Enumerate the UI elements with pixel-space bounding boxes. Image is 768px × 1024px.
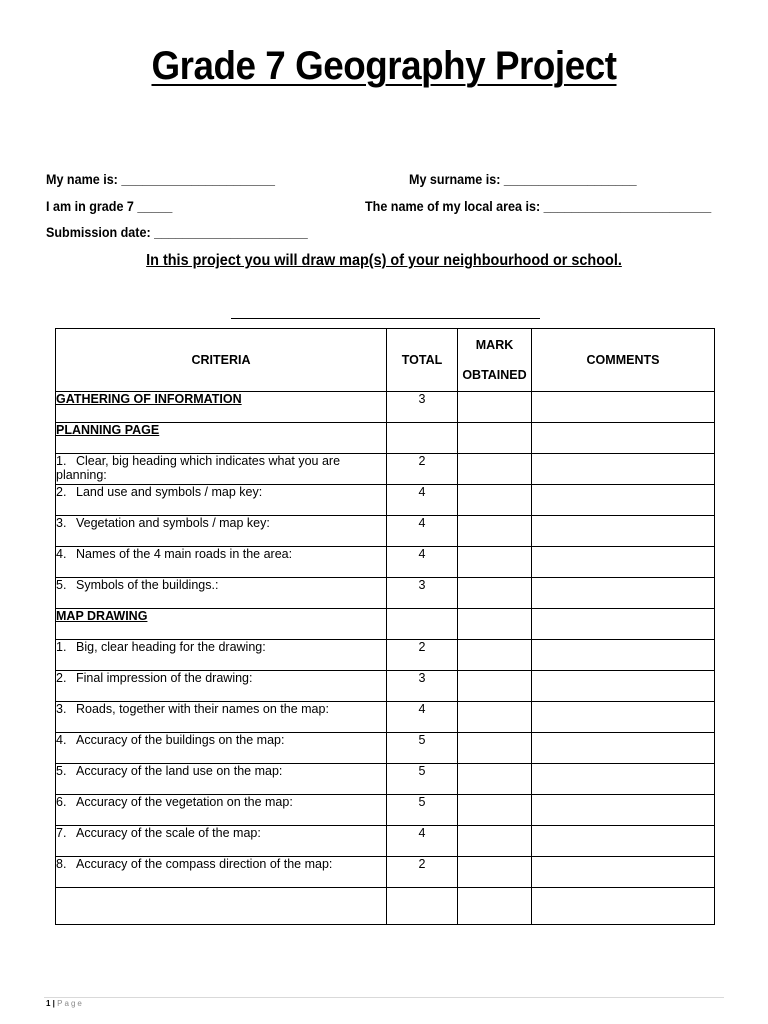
- item-number: 5.: [56, 578, 67, 592]
- table-row: [56, 857, 715, 888]
- comments-cell[interactable]: [532, 640, 715, 671]
- comments-cell[interactable]: [532, 764, 715, 795]
- submission-date-field[interactable]: Submission date: ______________________: [46, 225, 308, 240]
- total-cell: 2: [387, 454, 458, 485]
- mark-obtained-cell[interactable]: [458, 764, 532, 795]
- total-cell: 5: [387, 733, 458, 764]
- page-title: Grade 7 Geography Project: [151, 44, 617, 88]
- comments-cell[interactable]: [532, 516, 715, 547]
- mark-obtained-header: [458, 329, 532, 392]
- comments-cell[interactable]: [532, 547, 715, 578]
- total-cell: 5: [387, 764, 458, 795]
- mark-obtained-cell[interactable]: [458, 888, 532, 925]
- table-row: [56, 547, 715, 578]
- mark-header-line2: OBTAINED: [462, 368, 527, 382]
- criteria-cell: [56, 795, 387, 826]
- item-number: 2.: [56, 485, 67, 499]
- comments-cell[interactable]: [532, 857, 715, 888]
- criteria-cell: [56, 485, 387, 516]
- table-row: [56, 423, 715, 454]
- divider-line: [231, 318, 540, 319]
- mark-obtained-cell[interactable]: [458, 733, 532, 764]
- comments-header: COMMENTS: [532, 329, 715, 392]
- mark-obtained-cell[interactable]: [458, 640, 532, 671]
- criteria-cell: [56, 392, 387, 423]
- criteria-text: Accuracy of the scale of the map:: [76, 826, 261, 840]
- table-row: [56, 888, 715, 925]
- total-cell: [387, 609, 458, 640]
- item-number: 1.: [56, 640, 67, 654]
- project-intro: In this project you will draw map(s) of your neighbourhood or school.: [146, 252, 622, 269]
- criteria-cell: [56, 826, 387, 857]
- comments-cell[interactable]: [532, 392, 715, 423]
- table-row: [56, 826, 715, 857]
- total-cell: 4: [387, 485, 458, 516]
- total-cell: 5: [387, 795, 458, 826]
- criteria-cell: [56, 857, 387, 888]
- comments-cell[interactable]: [532, 609, 715, 640]
- table-row: [56, 764, 715, 795]
- total-cell: [387, 423, 458, 454]
- criteria-cell: [56, 609, 387, 640]
- criteria-cell: [56, 454, 387, 485]
- mark-obtained-cell[interactable]: [458, 702, 532, 733]
- criteria-text: Accuracy of the vegetation on the map:: [76, 795, 293, 809]
- table-row: [56, 702, 715, 733]
- table-row: [56, 795, 715, 826]
- criteria-text: Final impression of the drawing:: [76, 671, 253, 685]
- total-cell: 2: [387, 640, 458, 671]
- criteria-cell: [56, 423, 387, 454]
- criteria-text: GATHERING OF INFORMATION: [56, 392, 242, 406]
- criteria-text: Clear, big heading which indicates what you are planning:: [56, 454, 341, 482]
- footer-divider: [44, 997, 724, 998]
- surname-field[interactable]: My surname is: ___________________: [409, 172, 637, 187]
- item-number: 4.: [56, 733, 67, 747]
- comments-cell[interactable]: [532, 671, 715, 702]
- criteria-text: MAP DRAWING: [56, 609, 148, 623]
- item-number: 3.: [56, 516, 67, 530]
- local-area-field[interactable]: The name of my local area is: ________________________: [365, 199, 712, 214]
- table-row: [56, 392, 715, 423]
- comments-cell[interactable]: [532, 733, 715, 764]
- item-number: 4.: [56, 547, 67, 561]
- mark-obtained-cell[interactable]: [458, 857, 532, 888]
- page-number: 1 |: [46, 999, 55, 1008]
- table-row: [56, 578, 715, 609]
- criteria-cell: [56, 888, 387, 925]
- page-footer: [46, 999, 84, 1008]
- table-row: [56, 671, 715, 702]
- table-row: [56, 485, 715, 516]
- item-number: 8.: [56, 857, 67, 871]
- criteria-text: Big, clear heading for the drawing:: [76, 640, 266, 654]
- criteria-header: CRITERIA: [56, 329, 387, 392]
- mark-obtained-cell[interactable]: [458, 547, 532, 578]
- table-row: [56, 454, 715, 485]
- total-cell: 4: [387, 826, 458, 857]
- criteria-text: Land use and symbols / map key:: [76, 485, 263, 499]
- item-number: 1.: [56, 454, 67, 468]
- comments-cell[interactable]: [532, 795, 715, 826]
- table-row: [56, 733, 715, 764]
- mark-obtained-cell[interactable]: [458, 423, 532, 454]
- total-cell: [387, 888, 458, 925]
- table-row: [56, 609, 715, 640]
- total-cell: 3: [387, 392, 458, 423]
- mark-obtained-cell[interactable]: [458, 392, 532, 423]
- table-header-row: [56, 329, 715, 392]
- comments-cell[interactable]: [532, 454, 715, 485]
- grade-field[interactable]: I am in grade 7 _____: [46, 199, 173, 214]
- item-number: 7.: [56, 826, 67, 840]
- comments-cell[interactable]: [532, 888, 715, 925]
- criteria-text: PLANNING PAGE: [56, 423, 160, 437]
- item-number: 5.: [56, 764, 67, 778]
- rubric-body: [56, 392, 715, 925]
- comments-cell[interactable]: [532, 423, 715, 454]
- total-header: TOTAL: [387, 329, 458, 392]
- criteria-text: Symbols of the buildings.:: [76, 578, 219, 592]
- item-number: 6.: [56, 795, 67, 809]
- total-cell: 3: [387, 671, 458, 702]
- criteria-cell: [56, 671, 387, 702]
- total-cell: 4: [387, 547, 458, 578]
- table-row: [56, 640, 715, 671]
- mark-obtained-cell[interactable]: [458, 578, 532, 609]
- mark-obtained-cell[interactable]: [458, 826, 532, 857]
- criteria-text: Names of the 4 main roads in the area:: [76, 547, 293, 561]
- comments-cell[interactable]: [532, 702, 715, 733]
- mark-obtained-cell[interactable]: [458, 485, 532, 516]
- comments-cell[interactable]: [532, 578, 715, 609]
- criteria-cell: [56, 764, 387, 795]
- criteria-cell: [56, 547, 387, 578]
- total-cell: 4: [387, 516, 458, 547]
- comments-cell[interactable]: [532, 485, 715, 516]
- criteria-text: Accuracy of the land use on the map:: [76, 764, 283, 778]
- criteria-text: Roads, together with their names on the map:: [76, 702, 329, 716]
- item-number: 3.: [56, 702, 67, 716]
- criteria-cell: [56, 516, 387, 547]
- total-cell: 2: [387, 857, 458, 888]
- criteria-cell: [56, 640, 387, 671]
- criteria-text: Accuracy of the buildings on the map:: [76, 733, 285, 747]
- criteria-cell: [56, 702, 387, 733]
- rubric-table: [55, 328, 715, 925]
- mark-obtained-cell[interactable]: [458, 795, 532, 826]
- mark-obtained-cell[interactable]: [458, 516, 532, 547]
- criteria-cell: [56, 733, 387, 764]
- page-label: Page: [57, 999, 84, 1008]
- table-row: [56, 516, 715, 547]
- total-cell: 3: [387, 578, 458, 609]
- mark-obtained-cell[interactable]: [458, 454, 532, 485]
- mark-obtained-cell[interactable]: [458, 671, 532, 702]
- criteria-text: Vegetation and symbols / map key:: [76, 516, 270, 530]
- item-number: 2.: [56, 671, 67, 685]
- name-field[interactable]: My name is: ______________________: [46, 172, 275, 187]
- criteria-text: Accuracy of the compass direction of the map:: [76, 857, 333, 871]
- mark-obtained-cell[interactable]: [458, 609, 532, 640]
- mark-header-line1: MARK: [475, 338, 514, 352]
- total-cell: 4: [387, 702, 458, 733]
- comments-cell[interactable]: [532, 826, 715, 857]
- criteria-cell: [56, 578, 387, 609]
